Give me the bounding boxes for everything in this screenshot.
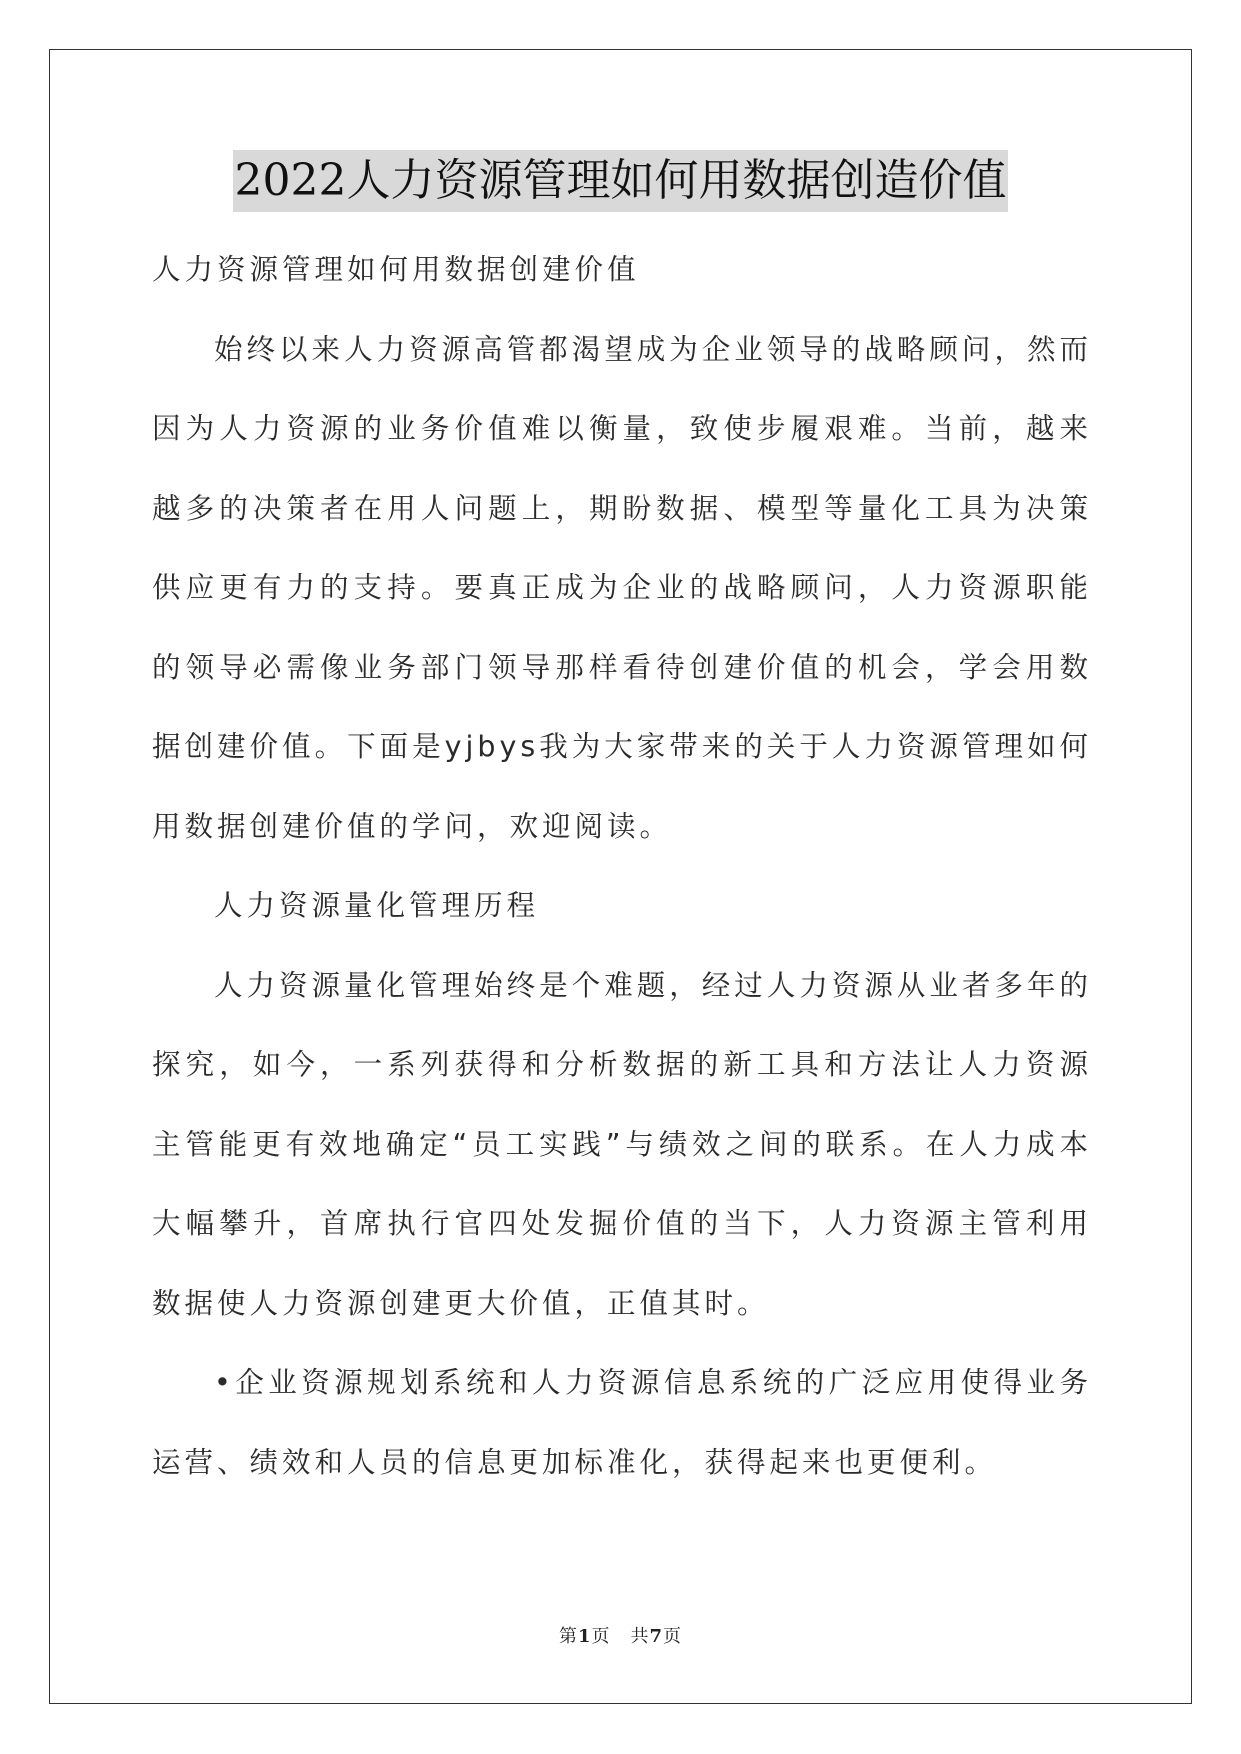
page-prefix: 第 bbox=[558, 1626, 578, 1647]
total-prefix: 共 bbox=[630, 1626, 650, 1647]
page-total: 7 bbox=[649, 1626, 664, 1647]
page-unit: 页 bbox=[591, 1626, 611, 1647]
paragraph-intro: 始终以来人力资源高管都渴望成为企业领导的战略顾问，然而因为人力资源的业务价值难以衡量，致使步履艰难。当前，越来越多的决策者在用人问题上，期盼数据、模型等量化工具为决策供应更有力的支持。要真正成为企业的战略顾问，人力资源职能的领导必需像业务部门领导那样看待创建价值的机会，学会用数据创建价值。下面是yjbys我为大家带来的关于人力资源管理如何用数据创建价值的学问，欢迎阅读。 bbox=[152, 332, 1092, 843]
document-title: 2022人力资源管理如何用数据创造价值 bbox=[233, 150, 1009, 212]
page-current: 1 bbox=[577, 1626, 592, 1647]
paragraph-subtitle: 人力资源管理如何用数据创建价值 bbox=[152, 253, 640, 286]
total-unit: 页 bbox=[663, 1626, 683, 1647]
section-heading: 人力资源量化管理历程 bbox=[214, 889, 540, 922]
document-body bbox=[152, 230, 1092, 1502]
page-footer bbox=[0, 1622, 1241, 1648]
title-container bbox=[0, 150, 1241, 212]
bullet-item: •企业资源规划系统和人力资源信息系统的广泛应用使得业务运营、绩效和人员的信息更加标准化，获得起来也更便利。 bbox=[152, 1366, 1092, 1479]
paragraph-history: 人力资源量化管理始终是个难题，经过人力资源从业者多年的探究，如今，一系列获得和分析数据的新工具和方法让人力资源主管能更有效地确定“员工实践”与绩效之间的联系。在人力成本大幅攀升，首席执行官四处发掘价值的当下，人力资源主管利用数据使人力资源创建更大价值，正值其时。 bbox=[152, 968, 1092, 1320]
